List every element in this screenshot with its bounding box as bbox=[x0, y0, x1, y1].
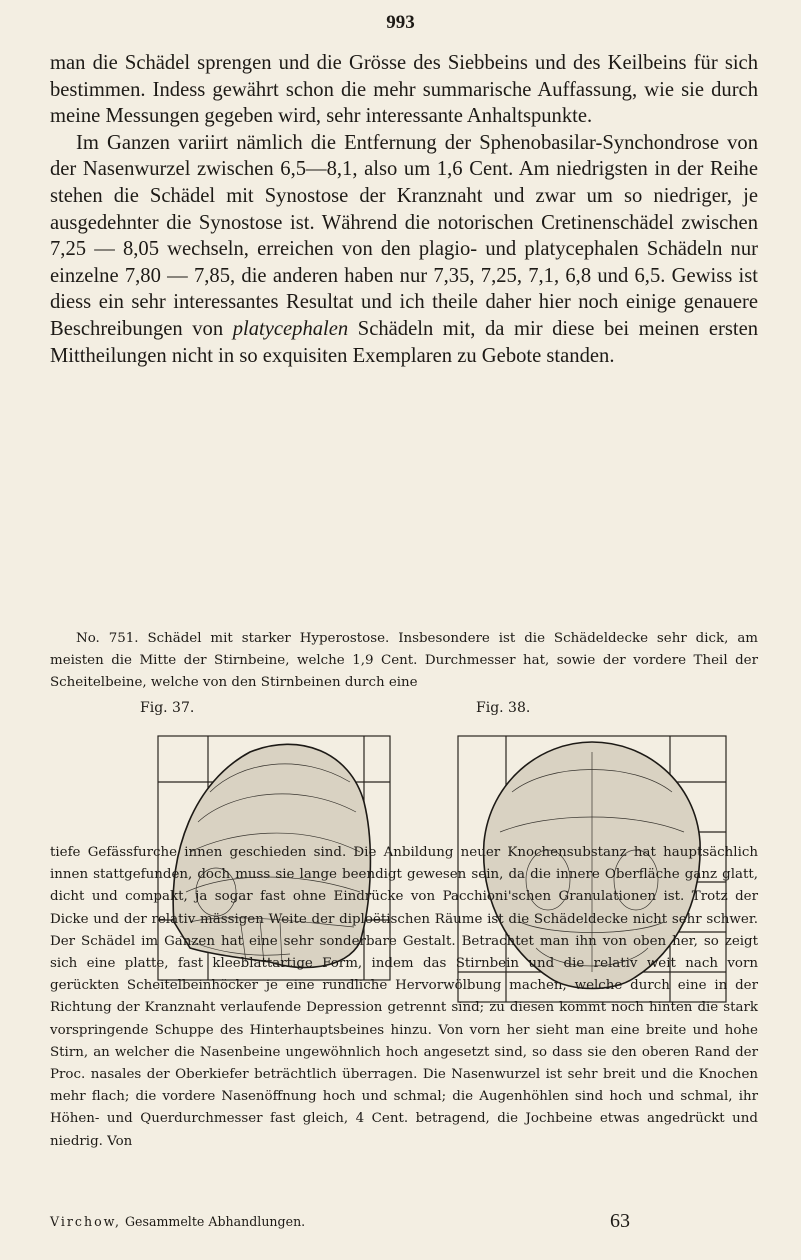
page-number: 993 bbox=[386, 12, 415, 33]
paragraph-1: man die Schädel sprengen und die Grösse des Siebbeins und des Keilbeins für sich bestimmen. Indess gewährt schon die mehr summarische Auffassung, wie sie durch meine Messungen gegeben wird, sehr interessante Anhaltspunkte. bbox=[50, 52, 758, 128]
main-text bbox=[50, 50, 758, 369]
emphasis-platycephalen: platycephalen bbox=[232, 317, 349, 340]
fig-37-caption: Fig. 37. bbox=[140, 700, 195, 716]
footer-author: Virchow, bbox=[50, 1214, 121, 1229]
footer-title: Gesammelte Abhandlungen. bbox=[124, 1214, 306, 1229]
note-intro: No. 751. Schädel mit starker Hyperostose. Insbesondere ist die Schädeldecke sehr dick, am meisten die Mitte der Stirnbeine, welche 1,9 Cent. Durchmesser hat, sowie der vordere Theil der Scheitelbeine, welche von den Stirnbeinen durch eine bbox=[50, 631, 758, 691]
paragraph-2: Im Ganzen variirt nämlich die Entfernung der Sphenobasilar-Synchondrose von der Nasenwurzel zwischen 6,5—8,1, also um 1,6 Cent. Am niedrigsten in der Reihe stehen die Schädel mit Synostose der Kranznaht und zwar um so niedriger, je ausgedehnter die Synostose ist. Während die notorischen Cretinenschädel zwischen 7,25 — 8,05 wechseln, erreichen von den plagio- und platycephalen Schädeln nur einzelne 7,80 — 7,85, die anderen haben nur 7,35, 7,25, 7,1, 6,8 und 6,5. Gewiss ist diess ein sehr interessantes Resultat und ich theile daher hier noch einige genauere Beschreibungen von platycephalen Schädeln mit, da mir diese bei meinen ersten Mittheilungen nicht in so exquisiten Exemplaren zu Gebote standen. bbox=[50, 131, 759, 367]
footer-signature: 63 bbox=[610, 1210, 630, 1232]
figure-area bbox=[50, 700, 758, 828]
footer bbox=[50, 1210, 758, 1232]
note-body: tiefe Gefässfurche innen geschieden sind. Die Anbildung neuer Knochensubstanz hat hauptsächlich innen stattgefunden, doch muss sie lange beendigt gewesen sein, da die innere Oberfläche ganz glatt, dicht und compakt, ja sogar fast ohne Eindrücke von Pacchioni'schen Granulationen ist. Trotz der Dicke und der relativ mässigen Weite der diploëtischen Räume ist die Schädeldecke nicht sehr schwer. Der Schädel im Ganzen hat eine sehr sonderbare Gestalt. Betrachtet man ihn von oben her, so zeigt sich eine platte, fast kleeblattartige Form, indem das Stirnbein und die relativ weit nach vorn gerückten Scheitelbeinhöcker je eine rundliche Hervorwölbung machen, welche durch eine in der Richtung der Kranznaht verlaufende Depression getrennt sind; zu diesen kommt noch hinten die stark vorspringende Schuppe des Hinterhauptsbeines hinzu. Von vorn her sieht man eine breite und hohe Stirn, an welcher die Nasenbeine ungewöhnlich hoch angesetzt sind, so dass sie den oberen Rand der Proc. nasales der Oberkiefer beträchtlich überragen. Die Nasenwurzel ist sehr breit und die Knochen mehr flach; die vordere Nasenöffnung hoch und schmal; die Augenhöhlen sind hoch und schmal, ihr Höhen- und Querdurchmesser fast gleich, 4 Cent. betragend, die Jochbeine etwas angedrückt und niedrig. Von bbox=[50, 845, 758, 1149]
fig-38-caption: Fig. 38. bbox=[476, 700, 531, 716]
